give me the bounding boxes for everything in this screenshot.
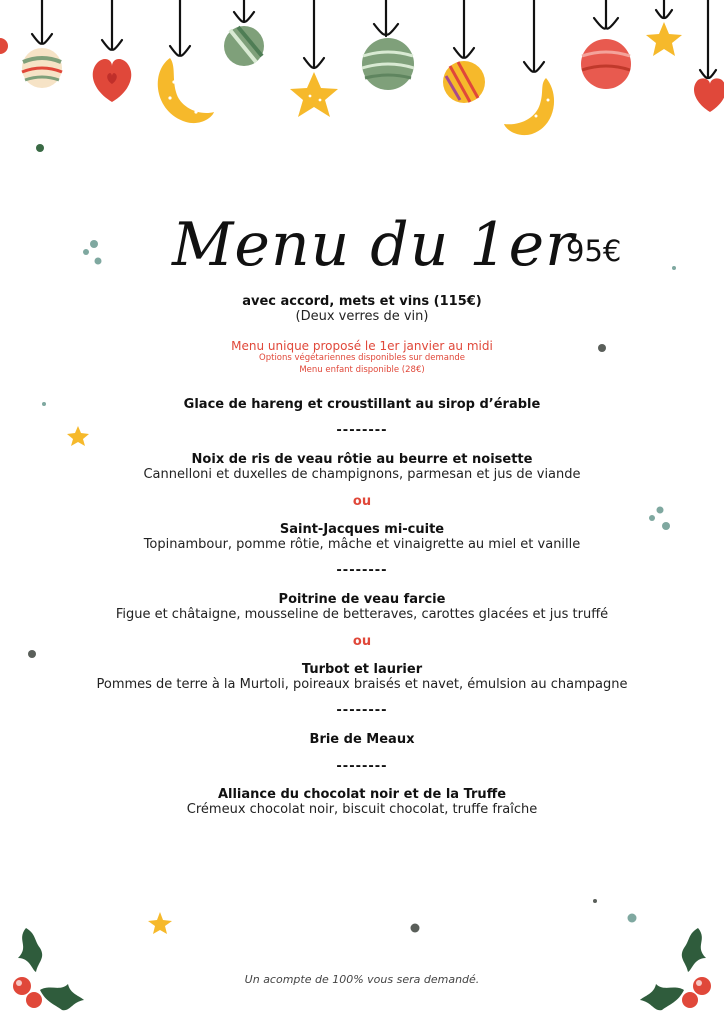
star-ornament-icon: [290, 72, 338, 117]
course-main2-name: Saint-Jacques mi-cuite: [279, 522, 445, 537]
notice-kids: Menu enfant disponible (28€): [299, 365, 425, 375]
course-starter-name: Glace de hareng et croustillant au sirop d’érable: [183, 397, 541, 412]
holly-right-icon: [640, 928, 711, 1010]
course-main3-desc: Figue et châtaigne, mousseline de betteraves, carottes glacées et jus truffé: [115, 607, 609, 622]
pairing-note: (Deux verres de vin): [295, 309, 429, 324]
yellow-striped-ball-icon: [443, 61, 485, 103]
separator: --------: [336, 759, 388, 774]
notice-vegetarian: Options végétariennes disponibles sur demande: [259, 353, 465, 363]
green-striped-ball-icon: [362, 38, 414, 90]
star-ornament-icon-2: [646, 22, 682, 56]
red-ball-icon: [581, 39, 631, 89]
title-row: [0, 208, 724, 288]
heart-ornament-icon-2: [694, 78, 724, 112]
course-main3-name: Poitrine de veau farcie: [278, 592, 446, 607]
moon-ornament-icon-2: [504, 78, 554, 135]
green-ball-icon: [224, 26, 264, 66]
course-dessert-name: Alliance du chocolat noir et de la Truffe: [217, 787, 507, 802]
menu-price: 95€: [566, 234, 622, 268]
course-cheese-name: Brie de Meaux: [309, 732, 415, 747]
moon-ornament-icon: [158, 58, 214, 123]
pairing-line: avec accord, mets et vins (115€): [242, 294, 482, 309]
separator: --------: [336, 563, 388, 578]
course-main2-desc: Topinambour, pomme rôtie, mâche et vinaigrette au miel et vanille: [143, 537, 581, 552]
course-main1-name: Noix de ris de veau rôtie au beurre et noisette: [191, 452, 533, 467]
course-main4-name: Turbot et laurier: [301, 662, 423, 677]
page-title: Menu du 1er: [172, 210, 575, 280]
striped-ball-icon: [22, 48, 62, 88]
course-main1-desc: Cannelloni et duxelles de champignons, parmesan et jus de viande: [143, 467, 581, 482]
notice-main: Menu unique proposé le 1er janvier au midi: [231, 339, 493, 353]
or-label: ou: [352, 494, 372, 509]
course-dessert-desc: Crémeux chocolat noir, biscuit chocolat, truffe fraîche: [186, 802, 538, 817]
separator: --------: [336, 423, 388, 438]
holly-left-icon: [13, 928, 84, 1010]
deposit-note: Un acompte de 100% vous sera demandé.: [244, 973, 480, 986]
small-star-icon-2: [148, 912, 172, 934]
or-label: ou: [352, 634, 372, 649]
course-main4-desc: Pommes de terre à la Murtoli, poireaux braisés et navet, émulsion au champagne: [96, 677, 628, 692]
separator: --------: [336, 703, 388, 718]
heart-ornament-icon: [93, 59, 132, 102]
